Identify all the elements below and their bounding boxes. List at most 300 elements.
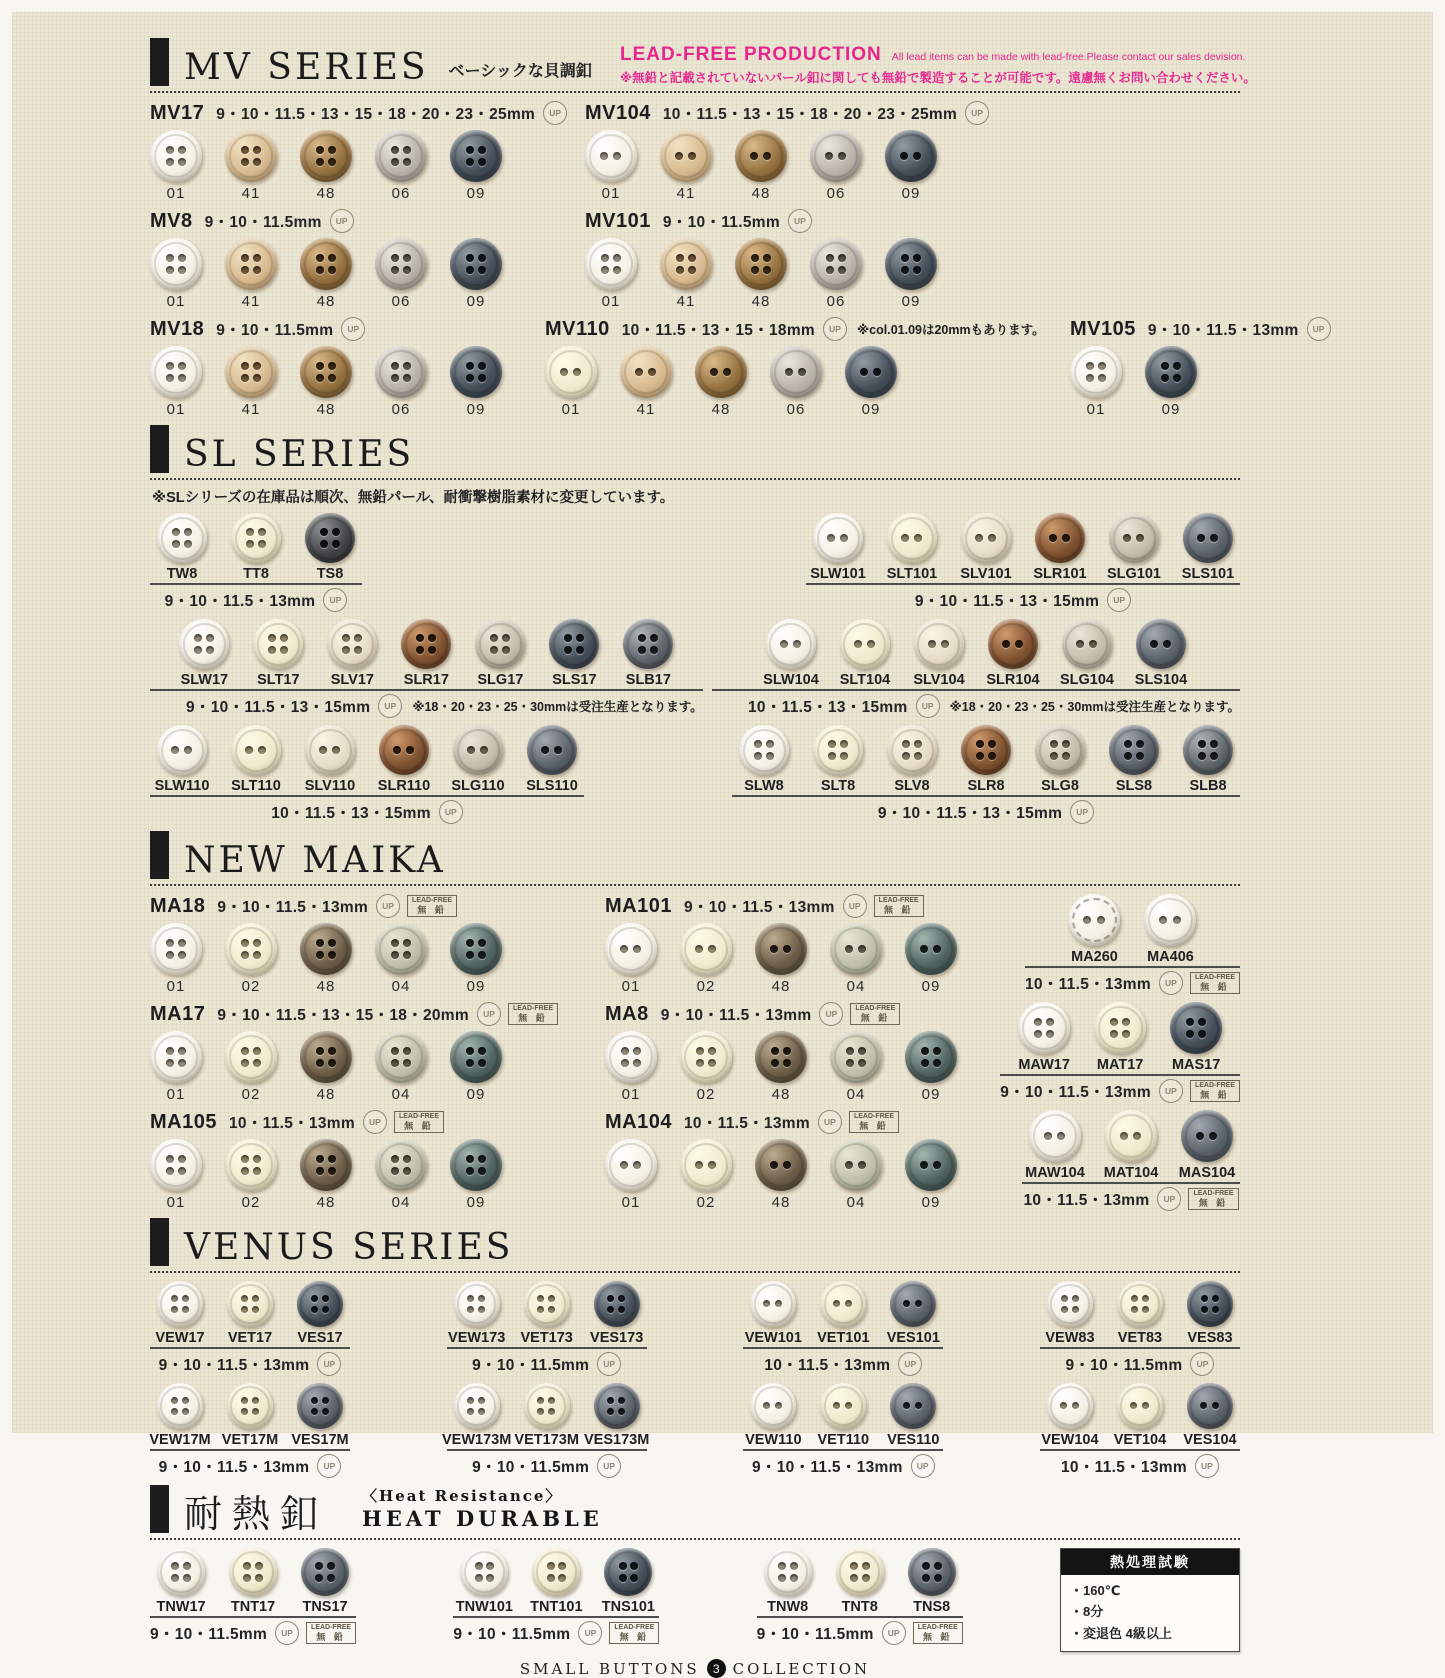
section-bar-icon (150, 38, 169, 86)
button-hole (467, 746, 475, 754)
button-hole (1198, 752, 1206, 760)
button-MAS104 (1181, 1110, 1233, 1162)
button-hole (785, 368, 793, 376)
button-hole (826, 266, 834, 274)
named-swatch-item (224, 725, 288, 794)
button-hole (178, 939, 186, 947)
button-hole (558, 1574, 566, 1582)
button-hole (537, 1408, 544, 1415)
button-hole (253, 374, 261, 382)
button-hole (913, 152, 921, 160)
button-MV17-01 (150, 130, 202, 182)
button-MV18-09 (450, 346, 502, 398)
product-code: TNT17 (230, 1599, 276, 1615)
named-swatch-item (743, 1383, 803, 1448)
named-swatch-item (616, 619, 680, 688)
button-hole (327, 1562, 335, 1570)
button-MV18-41 (225, 346, 277, 398)
footer-right: COLLECTION (732, 1659, 871, 1678)
color-swatch-item (905, 1139, 957, 1211)
button-VEW17M (157, 1383, 203, 1429)
button-SLV110 (305, 725, 355, 775)
button-hole (633, 1047, 641, 1055)
product-group-MV104 (585, 101, 983, 202)
button-MV18-48 (300, 346, 352, 398)
product-group (712, 619, 1240, 718)
button-hole (478, 146, 486, 154)
button-hole (178, 1059, 186, 1067)
color-number: 09 (901, 293, 921, 310)
button-SLS101 (1183, 513, 1233, 563)
button-hole (328, 939, 336, 947)
product-sizes: 9・10・11.5・13mm (217, 899, 369, 916)
color-swatch-item (660, 238, 712, 310)
button-MV101-06 (810, 238, 862, 290)
button-hole (708, 1047, 716, 1055)
group-underline (150, 1449, 350, 1451)
button-hole (332, 746, 340, 754)
up-badge-icon: UP (1159, 1079, 1183, 1103)
button-hole (1173, 916, 1181, 924)
button-hole (184, 528, 192, 536)
button-hole (547, 1562, 555, 1570)
button-MV105-01 (1070, 346, 1122, 398)
button-VES83 (1187, 1281, 1233, 1327)
button-MV101-09 (885, 238, 937, 290)
button-hole (1034, 1030, 1042, 1038)
named-swatch-item (468, 619, 532, 688)
named-swatch-item (907, 619, 971, 688)
product-sizes: 9・10・11.5mm (756, 1626, 874, 1643)
color-number: 48 (316, 1194, 336, 1211)
button-hole (976, 740, 984, 748)
section-heat (150, 1485, 1240, 1652)
button-hole (184, 540, 192, 548)
color-number: 48 (316, 293, 336, 310)
button-hole (798, 368, 806, 376)
named-swatch-item (525, 1548, 587, 1615)
button-hole (1196, 1132, 1204, 1140)
product-sizes: 9・10・11.5・13・15mm (877, 805, 1063, 822)
button-MV8-09 (450, 238, 502, 290)
button-TNT101 (532, 1548, 580, 1596)
page-number-badge: 3 (707, 1659, 726, 1678)
product-group-MV18 (150, 317, 540, 418)
product-group-MA8 (605, 1002, 1025, 1103)
named-swatch-item (220, 1383, 280, 1448)
button-row (545, 346, 1065, 418)
product-code: SLW8 (744, 778, 784, 794)
color-swatch-item (620, 346, 672, 418)
color-number: 48 (711, 401, 731, 418)
button-hole (245, 746, 253, 754)
product-sizes: 9・10・11.5・13mm (164, 593, 316, 610)
product-row (150, 1002, 1240, 1103)
button-hole (466, 254, 474, 262)
button-hole (416, 646, 424, 654)
button-MAW17 (1018, 1002, 1070, 1054)
named-swatch-item (1028, 725, 1092, 794)
button-hole (478, 1408, 485, 1415)
button-hole (688, 254, 696, 262)
button-hole (253, 158, 261, 166)
color-number: 01 (166, 293, 186, 310)
color-swatch-item (150, 130, 202, 202)
button-hole (633, 945, 641, 953)
color-swatch-item (585, 130, 637, 202)
leadfree-badge (394, 1111, 444, 1133)
button-hole (206, 634, 214, 642)
product-code: MA406 (1147, 949, 1194, 965)
product-group (743, 1281, 943, 1376)
color-number: 41 (676, 293, 696, 310)
color-number: 04 (846, 1086, 866, 1103)
leadfree-badge (508, 1003, 558, 1025)
button-hole (328, 158, 336, 166)
button-hole (478, 951, 486, 959)
button-hole (466, 951, 474, 959)
button-hole (548, 1408, 555, 1415)
named-swatch-item (1087, 1002, 1153, 1073)
button-hole (253, 1167, 261, 1175)
group-underline (150, 795, 584, 797)
button-hole (933, 1047, 941, 1055)
product-sizes: 9・10・11.5・13・15mm (914, 593, 1100, 610)
button-hole (710, 368, 718, 376)
color-number: 09 (466, 401, 486, 418)
button-hole (258, 746, 266, 754)
button-hole (171, 1397, 178, 1404)
leadfree-badge (874, 895, 924, 917)
named-swatch-item (1040, 1383, 1100, 1448)
named-swatch-item (1022, 1110, 1088, 1181)
leadfree-badge-text: LEAD-FREE (917, 1623, 958, 1631)
button-row (447, 1281, 647, 1346)
button-hole (1142, 1295, 1149, 1302)
named-swatch-item (1174, 1110, 1240, 1181)
button-hole (393, 746, 401, 754)
button-hole (241, 1295, 248, 1302)
color-swatch-item (755, 923, 807, 995)
button-hole (280, 634, 288, 642)
product-sizes: 9・10・11.5・13mm (1147, 322, 1299, 339)
button-MV18-06 (375, 346, 427, 398)
product-code: MA105 (150, 1110, 217, 1133)
button-hole (988, 752, 996, 760)
product-code: MV8 (150, 209, 193, 232)
button-hole (1197, 534, 1205, 542)
color-number: 04 (391, 1194, 411, 1211)
button-SLT17 (253, 619, 303, 669)
color-number: 41 (676, 185, 696, 202)
button-hole (328, 266, 336, 274)
button-hole (1198, 1030, 1206, 1038)
button-hole (988, 534, 996, 542)
product-header (150, 101, 580, 125)
button-hole (172, 540, 180, 548)
button-TNW101 (460, 1548, 508, 1596)
button-VES101 (890, 1281, 936, 1327)
size-row (1000, 1079, 1240, 1103)
product-sizes: 9・10・11.5・13・15・18・20mm (217, 1007, 469, 1024)
color-swatch-item (375, 1139, 427, 1211)
up-badge-icon: UP (819, 1002, 843, 1026)
button-hole (391, 146, 399, 154)
button-hole (827, 534, 835, 542)
button-TNS17 (301, 1548, 349, 1596)
button-hole (915, 1300, 922, 1307)
button-hole (1210, 534, 1218, 542)
button-TS8 (305, 513, 355, 563)
leadfree-badge-jp: 無 鉛 (859, 1120, 889, 1131)
button-row (150, 1281, 350, 1346)
button-MV17-41 (225, 130, 277, 182)
button-hole (825, 152, 833, 160)
product-code: TNW8 (767, 1599, 809, 1615)
color-swatch-item (735, 238, 787, 310)
product-sizes: 9・10・11.5・13mm (158, 1459, 310, 1476)
color-swatch-item (300, 238, 352, 310)
product-code: SLR104 (986, 672, 1040, 688)
product-code: MAW104 (1025, 1165, 1085, 1181)
button-SLS17 (549, 619, 599, 669)
named-swatch-item (517, 1281, 577, 1346)
button-hole (1015, 640, 1023, 648)
button-hole (490, 646, 498, 654)
button-hole (255, 1574, 263, 1582)
up-badge-icon: UP (1195, 1454, 1219, 1478)
button-hole (537, 1397, 544, 1404)
section-sl (150, 425, 1240, 824)
section-title: SL SERIES (184, 434, 415, 475)
button-row (150, 238, 580, 310)
color-number: 02 (241, 1194, 261, 1211)
button-row (732, 725, 1240, 794)
button-hole (770, 945, 778, 953)
button-hole (391, 158, 399, 166)
color-swatch-item (885, 238, 937, 310)
button-hole (466, 939, 474, 947)
product-code: VET173 (520, 1330, 573, 1346)
button-hole (754, 740, 762, 748)
button-hole (166, 374, 174, 382)
button-hole (845, 1402, 852, 1409)
button-hole (241, 146, 249, 154)
button-row (757, 1548, 963, 1615)
size-row (447, 1454, 647, 1478)
color-number: 09 (861, 401, 881, 418)
button-hole (1186, 1018, 1194, 1026)
button-SLS110 (527, 725, 577, 775)
button-MA101-04 (830, 923, 882, 975)
button-hole (316, 1059, 324, 1067)
button-hole (406, 746, 414, 754)
button-SLV17 (327, 619, 377, 669)
leadfree-badge (849, 1111, 899, 1133)
button-hole (486, 1562, 494, 1570)
button-hole (537, 1295, 544, 1302)
named-swatch-item (220, 1281, 280, 1346)
color-number: 41 (241, 293, 261, 310)
button-hole (783, 1047, 791, 1055)
color-number: 09 (921, 1194, 941, 1211)
button-MA18-01 (150, 923, 202, 975)
section-title: NEW MAIKA (184, 840, 446, 881)
button-hole (828, 740, 836, 748)
product-header (150, 1002, 600, 1026)
button-hole (403, 1155, 411, 1163)
button-hole (466, 146, 474, 154)
button-VES17M (297, 1383, 343, 1429)
product-row (150, 101, 1240, 202)
product-code: VEW173M (442, 1432, 512, 1448)
button-hole (171, 1408, 178, 1415)
button-hole (1062, 534, 1070, 542)
named-swatch-item (954, 513, 1018, 582)
button-hole (328, 1047, 336, 1055)
named-swatch-item (1110, 1383, 1170, 1448)
button-MV18-01 (150, 346, 202, 398)
button-SLR104 (988, 619, 1038, 669)
button-hole (466, 1167, 474, 1175)
up-badge-icon: UP (330, 209, 354, 233)
button-hole (327, 1574, 335, 1582)
button-hole (901, 534, 909, 542)
button-hole (403, 374, 411, 382)
leadfree-badge-jp: 無 鉛 (922, 1631, 953, 1642)
product-code: SLT101 (886, 566, 938, 582)
button-hole (620, 1161, 628, 1169)
button-hole (466, 374, 474, 382)
color-number: 04 (391, 978, 411, 995)
button-hole (316, 1167, 324, 1175)
product-group (757, 1548, 963, 1645)
button-hole (858, 1161, 866, 1169)
color-swatch-item (150, 1139, 202, 1211)
button-hole (1110, 1030, 1118, 1038)
product-code: VET173M (514, 1432, 579, 1448)
named-swatch-item (224, 513, 288, 582)
button-hole (478, 158, 486, 166)
button-MA17-04 (375, 1031, 427, 1083)
button-hole (466, 362, 474, 370)
heat-test-body (1061, 1575, 1239, 1651)
size-row (1022, 1187, 1240, 1211)
button-hole (320, 528, 328, 536)
button-hole (1062, 752, 1070, 760)
button-hole (695, 1161, 703, 1169)
button-hole (252, 1295, 259, 1302)
named-swatch-item (880, 725, 944, 794)
product-sizes: 9・10・11.5・13mm (683, 899, 835, 916)
button-hole (903, 1300, 910, 1307)
button-hole (403, 1047, 411, 1055)
button-hole (342, 634, 350, 642)
button-VES104 (1187, 1383, 1233, 1429)
button-hole (941, 640, 949, 648)
product-code: VET17 (227, 1330, 273, 1346)
button-row (150, 1139, 600, 1211)
color-number: 01 (166, 185, 186, 202)
product-sizes: 10・11.5・13mm (1023, 1192, 1150, 1209)
button-row (1000, 1002, 1240, 1073)
product-group (1025, 894, 1240, 995)
button-MV101-01 (585, 238, 637, 290)
size-row (453, 1621, 659, 1645)
color-swatch-item (150, 346, 202, 418)
color-swatch-item (450, 923, 502, 995)
button-hole (833, 1300, 840, 1307)
named-swatch-item (1180, 1383, 1240, 1448)
button-hole (1142, 1306, 1149, 1313)
button-hole (252, 1408, 259, 1415)
button-hole (676, 266, 684, 274)
product-sizes: 9・10・11.5・13・15・18・20・23・25mm (216, 106, 536, 123)
button-hole (171, 1306, 178, 1313)
button-row (605, 1139, 1025, 1211)
button-row (1040, 1281, 1240, 1346)
leadfree-badge-text: LEAD-FREE (855, 1004, 896, 1012)
button-MA104-02 (680, 1139, 732, 1191)
button-hole (241, 1408, 248, 1415)
button-hole (391, 362, 399, 370)
button-hole (475, 1574, 483, 1582)
color-number: 48 (316, 978, 336, 995)
button-hole (650, 634, 658, 642)
color-swatch-item (755, 1031, 807, 1103)
button-MV110-01 (545, 346, 597, 398)
button-hole (171, 1295, 178, 1302)
group-underline (453, 1616, 659, 1618)
button-hole (1044, 1132, 1052, 1140)
color-number: 09 (921, 978, 941, 995)
button-hole (316, 158, 324, 166)
section-bar-icon (150, 1218, 169, 1266)
leadfree-badge-text: LEAD-FREE (398, 1112, 440, 1120)
button-hole (391, 266, 399, 274)
leadfree-banner (620, 44, 1256, 86)
color-number: 48 (316, 1086, 336, 1103)
button-row (150, 513, 362, 582)
button-hole (1034, 1018, 1042, 1026)
named-swatch-item (298, 725, 362, 794)
button-hole (311, 1408, 318, 1415)
heat-test-box (1060, 1548, 1240, 1652)
color-number: 06 (786, 401, 806, 418)
button-row (806, 513, 1240, 582)
color-number: 04 (391, 1086, 411, 1103)
button-hole (241, 266, 249, 274)
named-swatch-item (542, 619, 606, 688)
button-hole (1210, 740, 1218, 748)
button-hole (845, 1161, 853, 1169)
button-hole (1050, 752, 1058, 760)
color-number: 06 (391, 293, 411, 310)
product-group-MA18 (150, 894, 600, 995)
button-hole (478, 1155, 486, 1163)
button-hole (243, 1574, 251, 1582)
button-MA105-09 (450, 1139, 502, 1191)
leadfree-banner-line1 (620, 44, 1246, 66)
button-hole (613, 266, 621, 274)
product-code: VES110 (887, 1432, 940, 1448)
named-swatch-item (150, 1548, 212, 1615)
button-SLG101 (1109, 513, 1159, 563)
button-hole (478, 939, 486, 947)
product-code: VET104 (1113, 1432, 1167, 1448)
button-VET104 (1117, 1383, 1163, 1429)
product-code: SLB8 (1189, 778, 1227, 794)
